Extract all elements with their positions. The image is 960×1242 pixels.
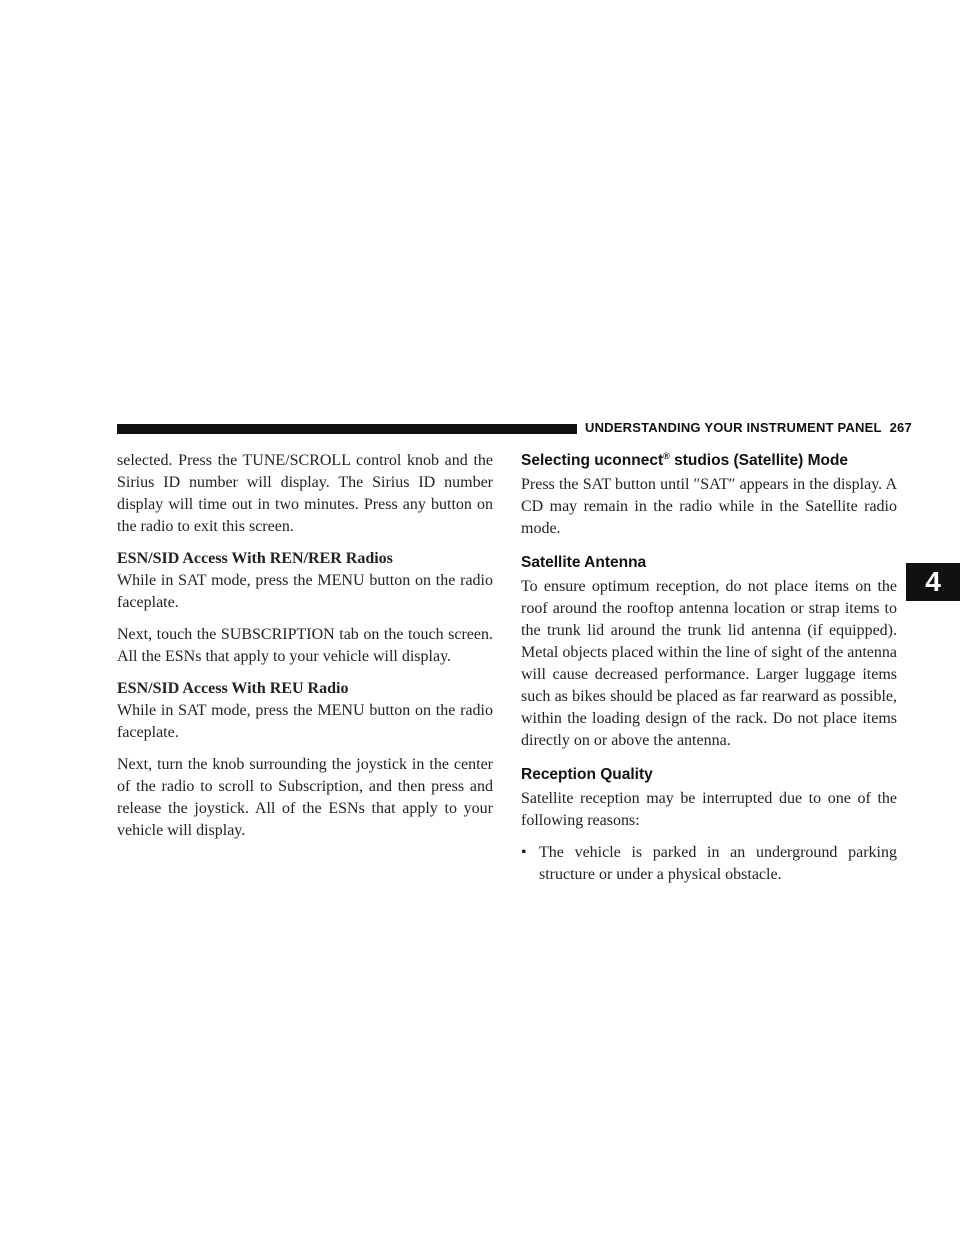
section-heading: Satellite Antenna xyxy=(521,554,647,571)
paragraph: Press the SAT button until ″SAT″ appears in the display. A CD may remain in the radio while in the Satellite radio mode. xyxy=(521,476,897,537)
bullet-item xyxy=(521,842,897,886)
header-rule xyxy=(117,424,577,434)
bullet-symbol: • xyxy=(521,844,527,861)
subheading: ESN/SID Access With REN/RER Radios xyxy=(117,550,393,567)
registered-mark: ® xyxy=(663,450,670,461)
bullet-text: The vehicle is parked in an underground parking structure or under a physical obstacle. xyxy=(539,844,897,883)
paragraph: To ensure optimum reception, do not place items on the roof around the rooftop antenna location or strap items to the trunk lid around the trunk lid antenna (if equipped). Metal objects placed within the line of sight of the antenna will cause decreased performance. Larger luggage items such as bikes should be placed as far rearward as possible, within the loading design of the rack. Do not place items directly on or above the antenna. xyxy=(521,578,897,749)
section-heading xyxy=(521,450,897,472)
left-column xyxy=(117,450,493,852)
chapter-tab: 4 xyxy=(906,563,960,601)
subheading: ESN/SID Access With REU Radio xyxy=(117,680,349,697)
section-heading: Reception Quality xyxy=(521,766,653,783)
heading-text: studios (Satellite) Mode xyxy=(674,452,849,469)
heading-text: Selecting uconnect xyxy=(521,452,664,469)
paragraph: While in SAT mode, press the MENU button on the radio faceplate. xyxy=(117,702,493,741)
section-title: UNDERSTANDING YOUR INSTRUMENT PANEL xyxy=(585,420,882,435)
paragraph: Satellite reception may be interrupted due to one of the following reasons: xyxy=(521,790,897,829)
page-number: 267 xyxy=(889,420,912,435)
paragraph: Next, touch the SUBSCRIPTION tab on the touch screen. All the ESNs that apply to your vehicle will display. xyxy=(117,626,493,665)
running-header xyxy=(585,420,912,435)
right-column xyxy=(521,450,897,886)
paragraph: While in SAT mode, press the MENU button on the radio faceplate. xyxy=(117,572,493,611)
paragraph: selected. Press the TUNE/SCROLL control knob and the Sirius ID number will display. The Sirius ID number display will time out in two minutes. Press any button on the radio to exit this screen. xyxy=(117,452,493,535)
paragraph: Next, turn the knob surrounding the joystick in the center of the radio to scroll to Subscription, and then press and release the joystick. All of the ESNs that apply to your vehicle will display. xyxy=(117,756,493,839)
